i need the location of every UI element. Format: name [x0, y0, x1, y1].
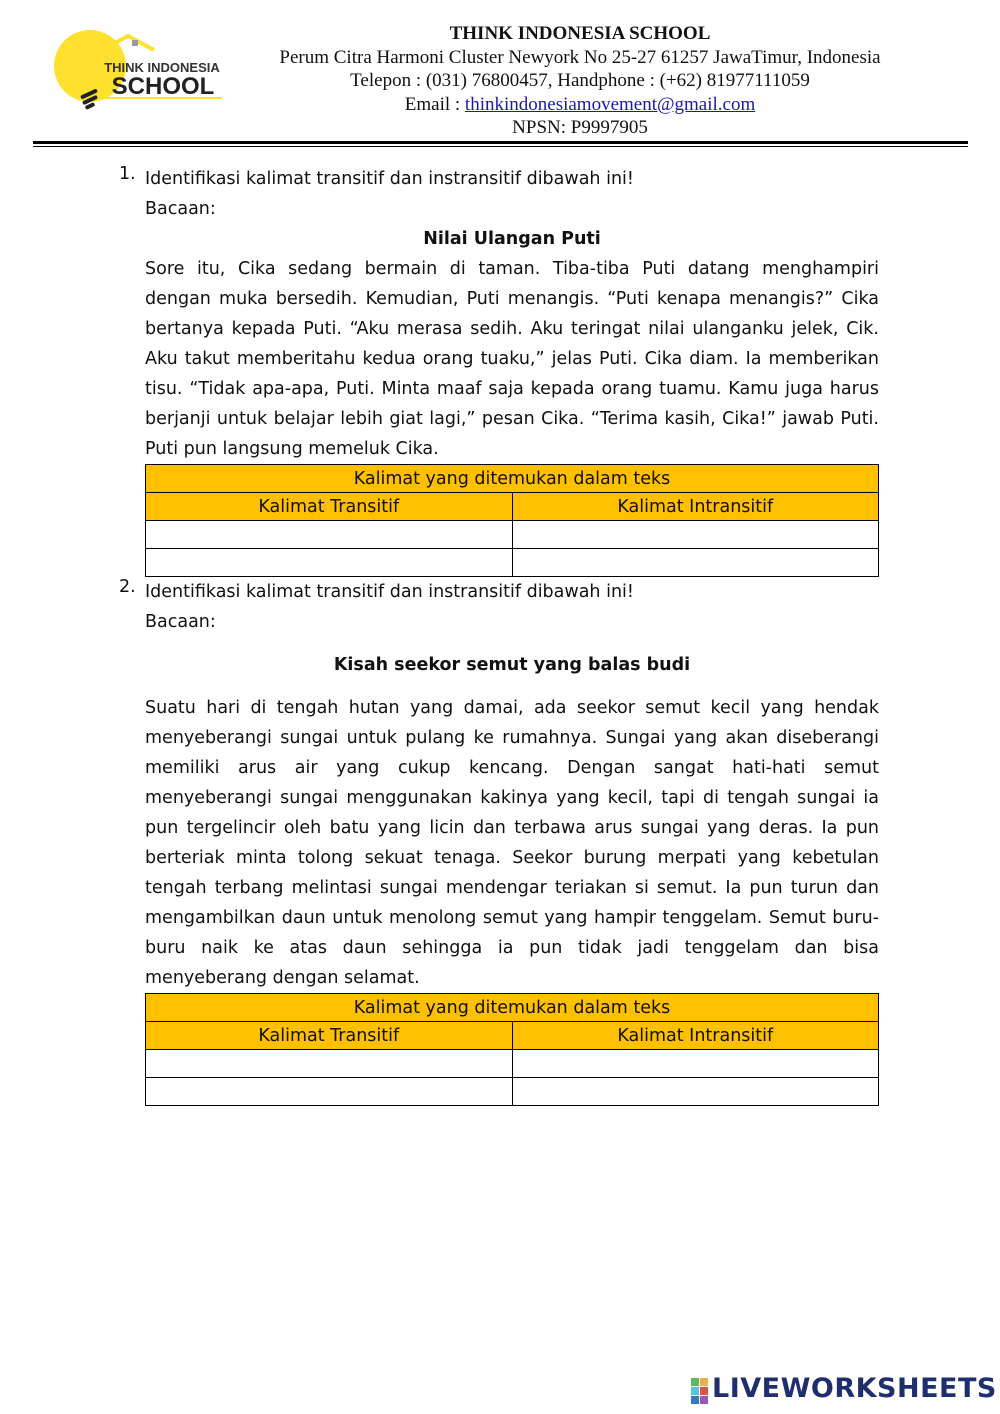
column-intransitive: Kalimat Intransitif	[512, 1022, 879, 1050]
table-caption: Kalimat yang ditemukan dalam teks	[146, 465, 879, 493]
answer-cell-transitive[interactable]	[146, 549, 513, 577]
story-title: Kisah seekor semut yang balas budi	[333, 655, 691, 675]
answer-cell-transitive[interactable]	[146, 1078, 513, 1106]
answer-cell-intransitive[interactable]	[512, 1050, 879, 1078]
question-prompt: Identifikasi kalimat transitif dan instransitif dibawah ini!	[145, 169, 634, 189]
answer-cell-intransitive[interactable]	[512, 521, 879, 549]
answer-cell-intransitive[interactable]	[512, 1078, 879, 1106]
question-2	[119, 577, 879, 1106]
worksheet-content	[119, 164, 879, 1106]
liveworksheets-brand: LIVEWORKSHEETS	[712, 1373, 997, 1404]
reading-label: Bacaan:	[145, 199, 216, 219]
table-row	[146, 1050, 879, 1078]
question-number: 2.	[119, 577, 136, 597]
table-row	[146, 1078, 879, 1106]
column-intransitive: Kalimat Intransitif	[512, 493, 879, 521]
email-link[interactable]: thinkindonesiamovement@gmail.com	[464, 93, 756, 115]
school-logo	[50, 28, 225, 110]
story-text: Sore itu, Cika sedang bermain di taman. Tiba-tiba Puti datang menghampiri dengan muka bersedih. Kemudian, Puti menangis. “Puti kenapa menangis?” Cika bertanya kepada Puti. “Aku merasa sedih. Aku teringat nilai ulanganku jelek, Cik. Aku takut memberitahu kedua orang tuaku,” jelas Puti. Cika diam. Ia memberikan tisu. “Tidak apa-apa, Puti. Minta maaf saja kepada orang tuamu. Kamu juga harus berjanji untuk belajar lebih giat lagi,” pesan Cika. “Terima kasih, Cika!” jawab Puti. Puti pun langsung memeluk Cika.	[145, 259, 879, 459]
question-number: 1.	[119, 164, 136, 184]
header-rule-thin	[33, 146, 968, 147]
question-prompt: Identifikasi kalimat transitif dan instransitif dibawah ini!	[145, 582, 634, 602]
school-email-line	[200, 93, 960, 117]
question-1	[119, 164, 879, 577]
story-title: Nilai Ulangan Puti	[423, 229, 601, 249]
column-transitive: Kalimat Transitif	[146, 493, 513, 521]
reading-label: Bacaan:	[145, 612, 216, 632]
answer-cell-transitive[interactable]	[146, 521, 513, 549]
answer-table	[145, 464, 879, 577]
story-text: Suatu hari di tengah hutan yang damai, ada seekor semut kecil yang hendak menyeberangi sungai untuk pulang ke rumahnya. Sungai yang akan diseberangi memiliki arus air yang cukup kencang. Dengan sangat hati-hati semut menyeberangi sungai menggunakan kakinya yang kecil, tapi di tengah sungai ia pun tergelincir oleh batu yang licin dan terbawa arus sungai yang deras. Ia pun berteriak minta tolong sekuat tenaga. Seekor burung merpati yang kebetulan tengah terbang melintasi sungai mendengar teriakan si semut. Ia pun turun dan mengambilkan daun untuk menolong semut yang hampir tenggelam. Semut buru-buru naik ke atas daun sehingga ia pun tidak jadi tenggelam dan bisa menyeberang dengan selamat.	[145, 698, 879, 988]
table-row	[146, 521, 879, 549]
logo-text-top: THINK INDONESIA	[104, 60, 220, 75]
header-rule-thick	[33, 141, 968, 144]
column-transitive: Kalimat Transitif	[146, 1022, 513, 1050]
logo-text-bottom: SCHOOL	[111, 73, 215, 100]
answer-cell-intransitive[interactable]	[512, 549, 879, 577]
answer-table	[145, 993, 879, 1106]
school-npsn: NPSN: P9997905	[512, 117, 648, 138]
school-phone: Telepon : (031) 76800457, Handphone : (+62) 81977111059	[350, 70, 810, 91]
answer-cell-transitive[interactable]	[146, 1050, 513, 1078]
letterhead-text	[200, 22, 960, 140]
liveworksheets-logo	[690, 1372, 997, 1406]
school-name: THINK INDONESIA SCHOOL	[449, 23, 711, 44]
school-address: Perum Citra Harmoni Cluster Newyork No 25-27 61257 JawaTimur, Indonesia	[279, 46, 881, 68]
liveworksheets-icon	[690, 1372, 710, 1406]
letterhead	[0, 0, 1000, 150]
email-label: Email :	[404, 93, 465, 115]
table-row	[146, 549, 879, 577]
table-caption: Kalimat yang ditemukan dalam teks	[146, 994, 879, 1022]
